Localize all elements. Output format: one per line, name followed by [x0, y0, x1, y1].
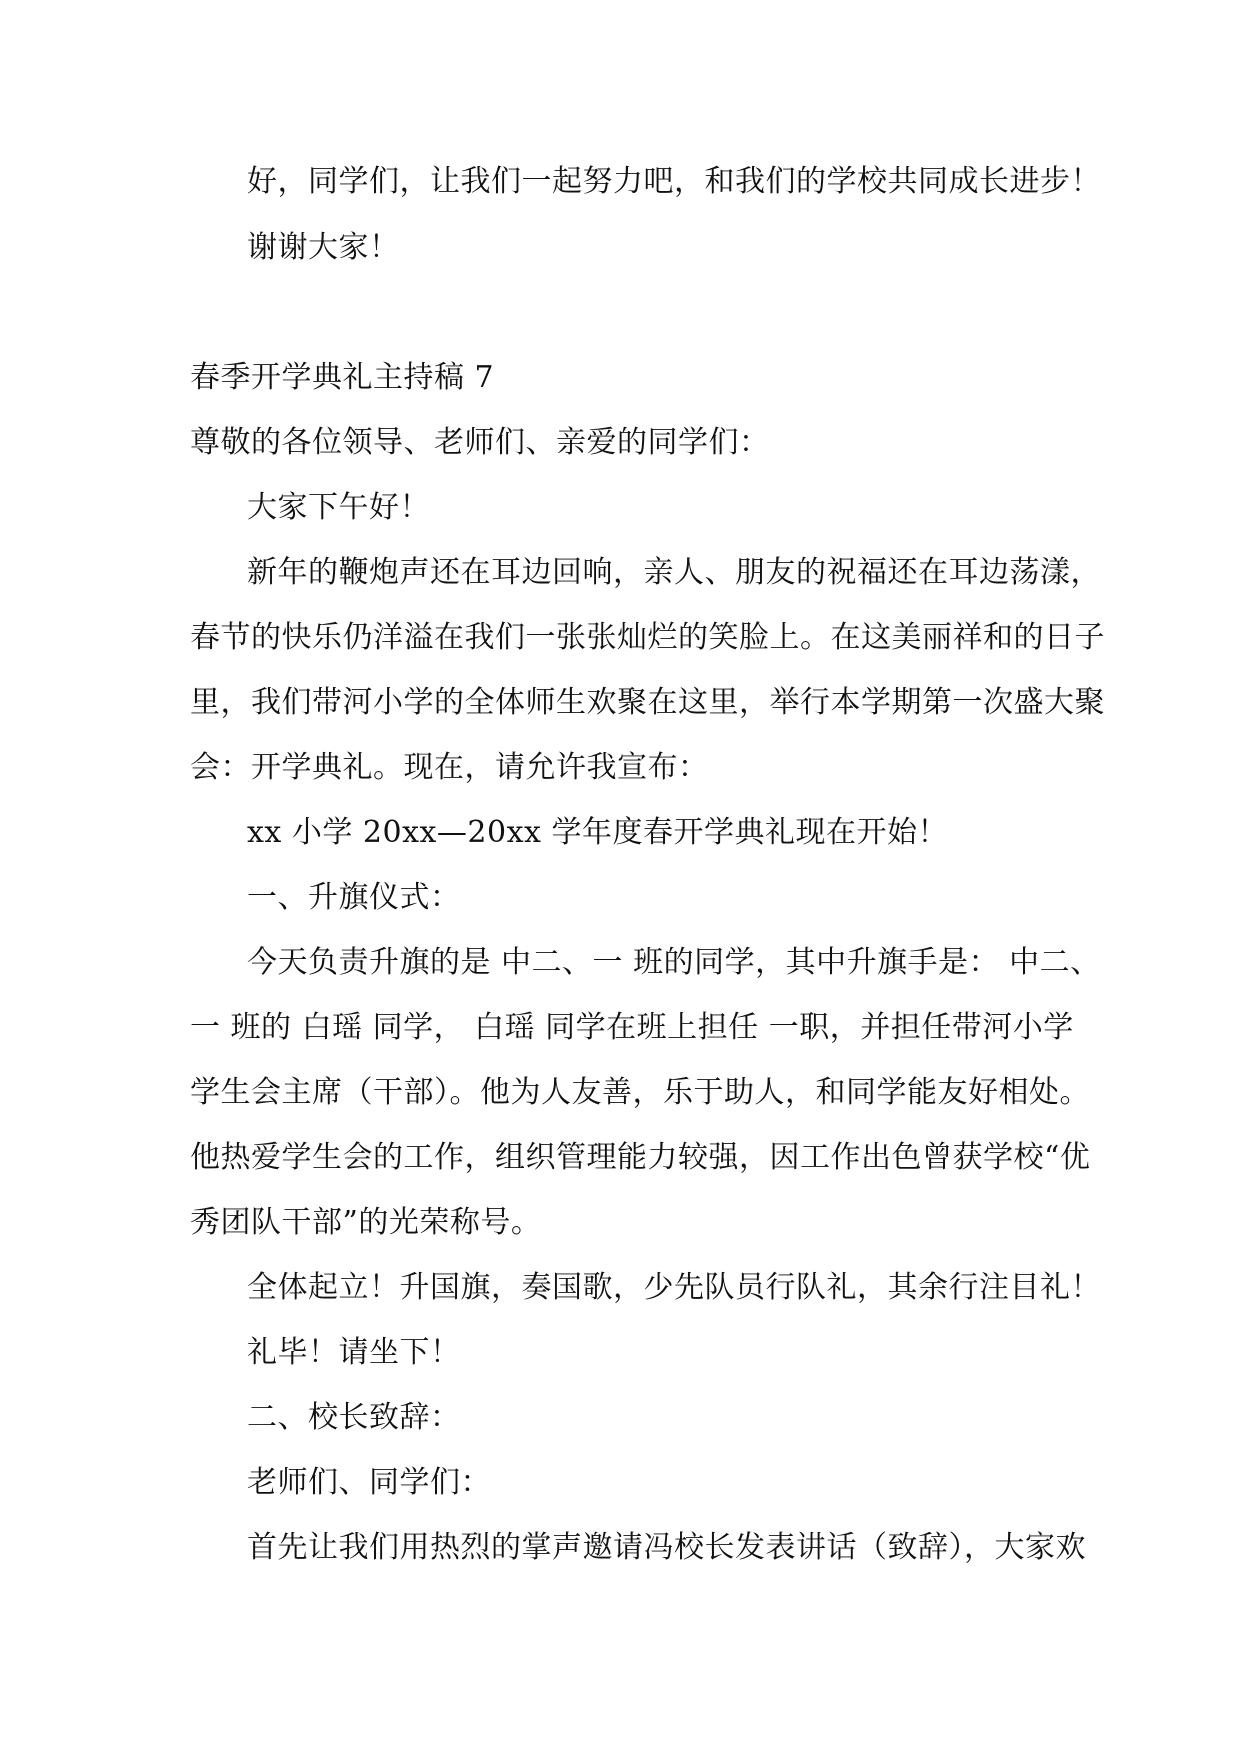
section-item: 二、校长致辞：: [247, 1400, 461, 1435]
paragraph-line: 谢谢大家！: [247, 230, 400, 265]
paragraph-line: 学生会主席（干部）。他为人友善，乐于助人，和同学能友好相处。: [190, 1075, 1090, 1110]
paragraph-line: 礼毕！请坐下！: [247, 1335, 461, 1370]
paragraph-line: 会：开学典礼。现在，请允许我宣布：: [190, 750, 709, 785]
section-item: 一、升旗仪式：: [247, 880, 461, 915]
paragraph-line: 全体起立！升国旗，奏国歌，少先队员行队礼，其余行注目礼！: [247, 1270, 1101, 1305]
salutation-line: 尊敬的各位领导、老师们、亲爱的同学们：: [190, 425, 770, 460]
paragraph-line: 首先让我们用热烈的掌声邀请冯校长发表讲话（致辞），大家欢: [247, 1530, 1086, 1565]
paragraph-line: 春节的快乐仍洋溢在我们一张张灿烂的笑脸上。在这美丽祥和的日子: [190, 620, 1105, 655]
paragraph-line: xx 小学 20xx—20xx 学年度春开学典礼现在开始！: [247, 815, 948, 850]
paragraph-line: 一 班的 白瑶 同学， 白瑶 同学在班上担任 一职，并担任带河小学: [190, 1010, 1074, 1045]
paragraph-line: 他热爱学生会的工作，组织管理能力较强，因工作出色曾获学校“优: [190, 1140, 1091, 1175]
section-heading: 春季开学典礼主持稿 7: [190, 360, 495, 395]
paragraph-line: 秀团队干部”的光荣称号。: [190, 1205, 542, 1240]
paragraph-line: 老师们、同学们：: [247, 1465, 491, 1500]
paragraph-line: 好，同学们，让我们一起努力吧，和我们的学校共同成长进步！: [247, 164, 1101, 199]
paragraph-line: 大家下午好！: [247, 490, 430, 525]
paragraph-line: 今天负责升旗的是 中二、一 班的同学，其中升旗手是： 中二、: [247, 945, 1101, 980]
paragraph-line: 新年的鞭炮声还在耳边回响，亲人、朋友的祝福还在耳边荡漾，: [247, 555, 1101, 590]
paragraph-line: 里，我们带河小学的全体师生欢聚在这里，举行本学期第一次盛大聚: [190, 685, 1105, 720]
